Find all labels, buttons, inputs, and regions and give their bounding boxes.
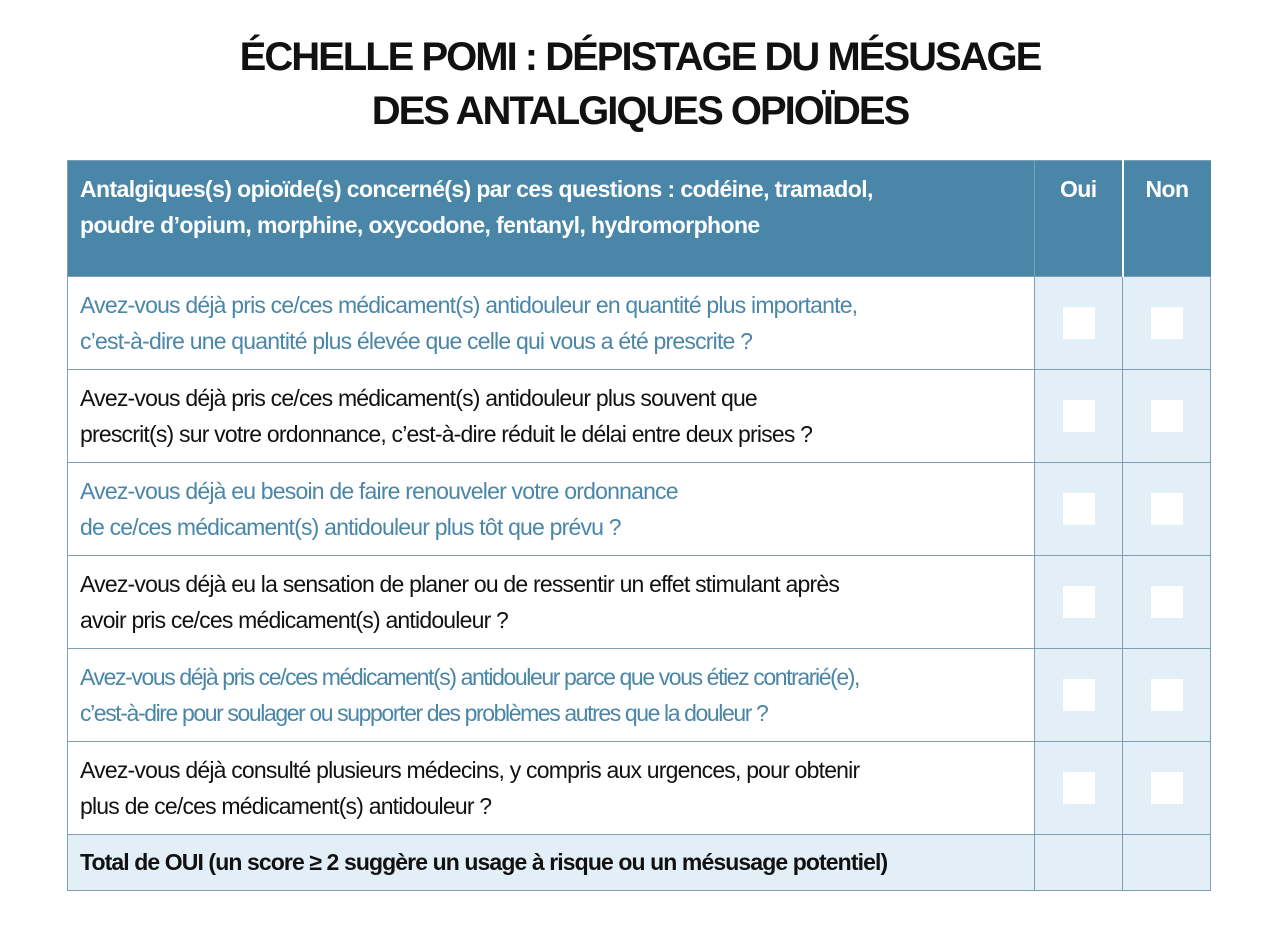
question-line-1: Avez-vous déjà pris ce/ces médicament(s) antidouleur en quantité plus importante, xyxy=(80,292,858,318)
header-oui: Oui xyxy=(1035,161,1123,277)
header-question-line-2: poudre d’opium, morphine, oxycodone, fentanyl, hydromorphone xyxy=(80,212,760,238)
non-cell xyxy=(1123,463,1211,556)
header-non: Non xyxy=(1123,161,1211,277)
question-cell xyxy=(68,649,1035,742)
question-line-1: Avez-vous déjà pris ce/ces médicament(s) antidouleur plus souvent que xyxy=(80,385,757,411)
title-line-2: DES ANTALGIQUES OPIOÏDES xyxy=(371,89,909,133)
oui-cell xyxy=(1035,463,1123,556)
page-title xyxy=(0,30,1280,138)
non-checkbox[interactable] xyxy=(1151,400,1183,432)
question-line-2: avoir pris ce/ces médicament(s) antidouleur ? xyxy=(80,607,509,633)
oui-checkbox[interactable] xyxy=(1063,400,1095,432)
oui-checkbox[interactable] xyxy=(1063,586,1095,618)
oui-cell xyxy=(1035,742,1123,835)
table-row xyxy=(68,649,1211,742)
table-row xyxy=(68,370,1211,463)
question-line-1: Avez-vous déjà eu besoin de faire renouveler votre ordonnance xyxy=(80,478,678,504)
question-line-2: c’est-à-dire pour soulager ou supporter des problèmes autres que la douleur ? xyxy=(80,700,768,726)
non-checkbox[interactable] xyxy=(1151,586,1183,618)
pomi-table xyxy=(67,160,1211,891)
total-oui-cell[interactable] xyxy=(1035,835,1123,891)
non-checkbox[interactable] xyxy=(1151,493,1183,525)
oui-checkbox[interactable] xyxy=(1063,772,1095,804)
question-line-2: c’est-à-dire une quantité plus élevée que celle qui vous a été prescrite ? xyxy=(80,328,753,354)
non-cell xyxy=(1123,277,1211,370)
question-line-1: Avez-vous déjà eu la sensation de planer ou de ressentir un effet stimulant après xyxy=(80,571,840,597)
question-cell xyxy=(68,556,1035,649)
table-row xyxy=(68,463,1211,556)
non-checkbox[interactable] xyxy=(1151,772,1183,804)
non-cell xyxy=(1123,649,1211,742)
question-line-1: Avez-vous déjà pris ce/ces médicament(s) antidouleur parce que vous étiez contrarié(e), xyxy=(80,664,860,690)
total-label: Total de OUI (un score ≥ 2 suggère un usage à risque ou un mésusage potentiel) xyxy=(68,835,1035,891)
header-question-line-1: Antalgiques(s) opioïde(s) concerné(s) par ces questions : codéine, tramadol, xyxy=(80,176,873,202)
question-cell xyxy=(68,463,1035,556)
question-cell xyxy=(68,277,1035,370)
non-checkbox[interactable] xyxy=(1151,307,1183,339)
oui-cell xyxy=(1035,556,1123,649)
oui-cell xyxy=(1035,649,1123,742)
table-row xyxy=(68,742,1211,835)
total-non-cell[interactable] xyxy=(1123,835,1211,891)
non-checkbox[interactable] xyxy=(1151,679,1183,711)
table-header-row xyxy=(68,161,1211,277)
question-line-2: prescrit(s) sur votre ordonnance, c’est-à-dire réduit le délai entre deux prises ? xyxy=(80,421,813,447)
non-cell xyxy=(1123,370,1211,463)
title-line-1: ÉCHELLE POMI : DÉPISTAGE DU MÉSUSAGE xyxy=(239,35,1041,79)
table-row xyxy=(68,277,1211,370)
question-line-2: plus de ce/ces médicament(s) antidouleur ? xyxy=(80,793,492,819)
total-row xyxy=(68,835,1211,891)
oui-cell xyxy=(1035,370,1123,463)
question-line-2: de ce/ces médicament(s) antidouleur plus tôt que prévu ? xyxy=(80,514,621,540)
table-row xyxy=(68,556,1211,649)
non-cell xyxy=(1123,742,1211,835)
header-question-cell xyxy=(68,161,1035,277)
non-cell xyxy=(1123,556,1211,649)
question-line-1: Avez-vous déjà consulté plusieurs médecins, y compris aux urgences, pour obtenir xyxy=(80,757,860,783)
oui-checkbox[interactable] xyxy=(1063,307,1095,339)
oui-checkbox[interactable] xyxy=(1063,679,1095,711)
oui-checkbox[interactable] xyxy=(1063,493,1095,525)
oui-cell xyxy=(1035,277,1123,370)
question-cell xyxy=(68,370,1035,463)
question-cell xyxy=(68,742,1035,835)
